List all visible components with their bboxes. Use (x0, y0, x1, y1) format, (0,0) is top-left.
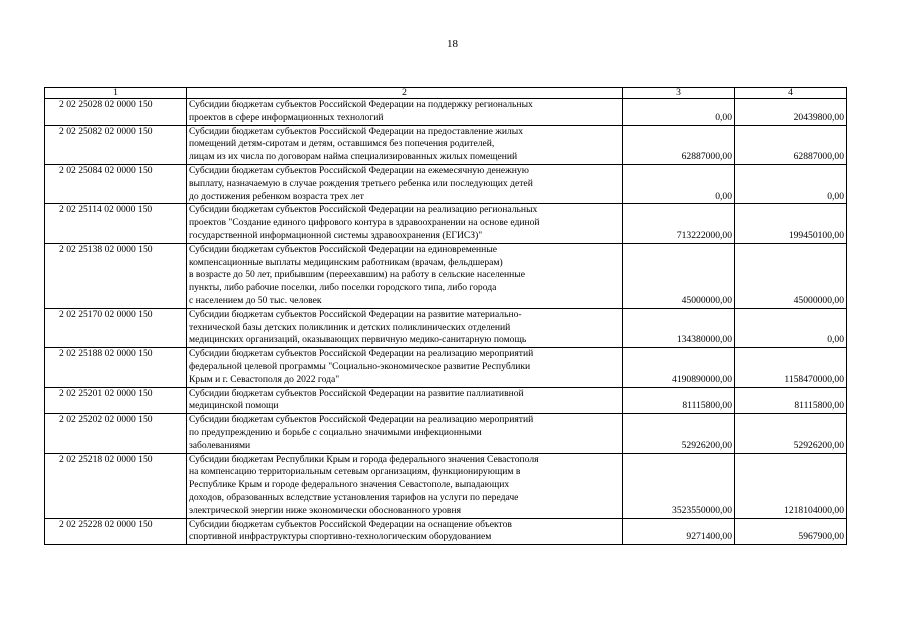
description-line: Субсидии бюджетам субъектов Российской Федерации на реализацию мероприятий (189, 414, 534, 426)
description-line: Субсидии бюджетам субъектов Российской Федерации на поддержку региональных (189, 99, 533, 110)
description-line: медицинской помощи (189, 400, 279, 412)
row-amount-col4: 0,00 (735, 164, 847, 203)
description-line: Субсидии бюджетам субъектов Российской Федерации на ежемесячную денежную (189, 164, 529, 176)
row-amount-col4: 52926200,00 (735, 414, 847, 453)
description-line: до достижения ребенком возраста трех лет (189, 190, 364, 202)
description-line: помещений детям-сиротам и детям, оставшимся без попечения родителей, (189, 138, 495, 150)
table-row (45, 164, 847, 203)
row-description (187, 414, 623, 453)
description-line: по предупреждению и борьбе с социально значимыми инфекционными (189, 426, 482, 438)
row-code: 2 02 25188 02 0000 150 (45, 348, 187, 387)
row-amount-col3: 9271400,00 (623, 518, 735, 545)
row-amount-col3: 0,00 (623, 99, 735, 126)
table-row (45, 387, 847, 414)
description-line: проектов "Создание единого цифрового контура в здравоохранении на основе единой (189, 217, 540, 229)
row-code: 2 02 25228 02 0000 150 (45, 518, 187, 545)
description-line: государственной информационной системы здравоохранения (ЕГИСЗ)" (189, 229, 483, 241)
table-row (45, 243, 847, 308)
description-line: в возрасте до 50 лет, прибывшим (переехавшим) на работу в сельские населенные (189, 269, 525, 281)
row-amount-col4: 0,00 (735, 308, 847, 347)
row-description (187, 348, 623, 387)
description-line: Крым и г. Севастополя до 2022 года" (189, 373, 340, 385)
description-line: электрической энергии ниже экономически обоснованного уровня (189, 504, 461, 516)
description-line: Субсидии бюджетам субъектов Российской Федерации на развитие материально- (189, 308, 522, 320)
description-line: Республике Крым и городе федерального значения Севастополе, выпадающих (189, 479, 510, 491)
description-line: Субсидии бюджетам субъектов Российской Федерации на реализацию региональных (189, 204, 538, 216)
row-description (187, 125, 623, 164)
description-line: Субсидии бюджетам субъектов Российской Федерации на реализацию мероприятий (189, 348, 534, 360)
description-line: медицинских организаций, оказывающих первичную медико-санитарную помощь (189, 334, 527, 346)
row-amount-col3: 0,00 (623, 164, 735, 203)
row-amount-col3: 713222000,00 (623, 204, 735, 243)
description-line: технической базы детских поликлиник и детских поликлинических отделений (189, 321, 511, 333)
description-line: Субсидии бюджетам субъектов Российской Федерации на единовременные (189, 243, 498, 255)
description-line: Субсидии бюджетам субъектов Российской Федерации на предоставление жилых (189, 125, 524, 137)
row-description (187, 164, 623, 203)
header-row (45, 88, 847, 99)
header-col-2: 2 (187, 88, 623, 99)
row-description (187, 243, 623, 308)
description-line: заболеваниями (189, 439, 251, 451)
row-code: 2 02 25082 02 0000 150 (45, 125, 187, 164)
table-row (45, 414, 847, 453)
row-code: 2 02 25201 02 0000 150 (45, 387, 187, 414)
description-line: пункты, либо рабочие поселки, либо поселки городского типа, либо города (189, 282, 497, 294)
row-code: 2 02 25138 02 0000 150 (45, 243, 187, 308)
row-amount-col4: 20439800,00 (735, 99, 847, 126)
table-row (45, 125, 847, 164)
table-row (45, 308, 847, 347)
description-line: федеральной целевой программы "Социально-экономическое развитие Республики (189, 360, 531, 372)
description-line: компенсационные выплаты медицинским работникам (врачам, фельдшерам) (189, 256, 503, 268)
description-line: доходов, образованных вследствие установления тарифов на услуги по передаче (189, 491, 519, 503)
budget-table (44, 87, 847, 545)
row-code: 2 02 25170 02 0000 150 (45, 308, 187, 347)
row-description (187, 308, 623, 347)
description-line: на компенсацию территориальным сетевым организациям, функционирующим в (189, 466, 521, 478)
row-amount-col4: 45000000,00 (735, 243, 847, 308)
row-amount-col4: 5967900,00 (735, 518, 847, 545)
description-line: Субсидии бюджетам субъектов Российской Федерации на оснащение объектов (189, 518, 512, 530)
row-amount-col3: 81115800,00 (623, 387, 735, 414)
table-row (45, 348, 847, 387)
header-col-4: 4 (735, 88, 847, 99)
row-code: 2 02 25114 02 0000 150 (45, 204, 187, 243)
row-amount-col3: 4190890000,00 (623, 348, 735, 387)
description-line: выплату, назначаемую в случае рождения третьего ребенка или последующих детей (189, 177, 533, 189)
row-amount-col4: 1158470000,00 (735, 348, 847, 387)
description-line: Субсидии бюджетам Республики Крым и города федерального значения Севастополя (189, 453, 539, 465)
row-description (187, 204, 623, 243)
row-description (187, 453, 623, 518)
row-amount-col4: 62887000,00 (735, 125, 847, 164)
table-row (45, 204, 847, 243)
row-description (187, 99, 623, 126)
row-amount-col3: 134380000,00 (623, 308, 735, 347)
row-amount-col4: 199450100,00 (735, 204, 847, 243)
header-col-1: 1 (45, 88, 187, 99)
row-description (187, 518, 623, 545)
row-amount-col3: 62887000,00 (623, 125, 735, 164)
page-number: 18 (447, 38, 458, 50)
table-row (45, 99, 847, 126)
row-code: 2 02 25218 02 0000 150 (45, 453, 187, 518)
row-code: 2 02 25202 02 0000 150 (45, 414, 187, 453)
row-amount-col4: 1218104000,00 (735, 453, 847, 518)
description-line: Субсидии бюджетам субъектов Российской Федерации на развитие паллиативной (189, 387, 524, 399)
row-code: 2 02 25028 02 0000 150 (45, 99, 187, 126)
row-amount-col3: 45000000,00 (623, 243, 735, 308)
description-line: лицам из их числа по договорам найма специализированных жилых помещений (189, 151, 518, 163)
row-amount-col3: 3523550000,00 (623, 453, 735, 518)
row-code: 2 02 25084 02 0000 150 (45, 164, 187, 203)
row-amount-col3: 52926200,00 (623, 414, 735, 453)
header-col-3: 3 (623, 88, 735, 99)
description-line: проектов в сфере информационных технологий (189, 111, 384, 123)
row-description (187, 387, 623, 414)
description-line: спортивной инфраструктуры спортивно-технологическим оборудованием (189, 531, 492, 543)
row-amount-col4: 81115800,00 (735, 387, 847, 414)
table-row (45, 453, 847, 518)
table-row (45, 518, 847, 545)
description-line: с населением до 50 тыс. человек (189, 294, 322, 306)
